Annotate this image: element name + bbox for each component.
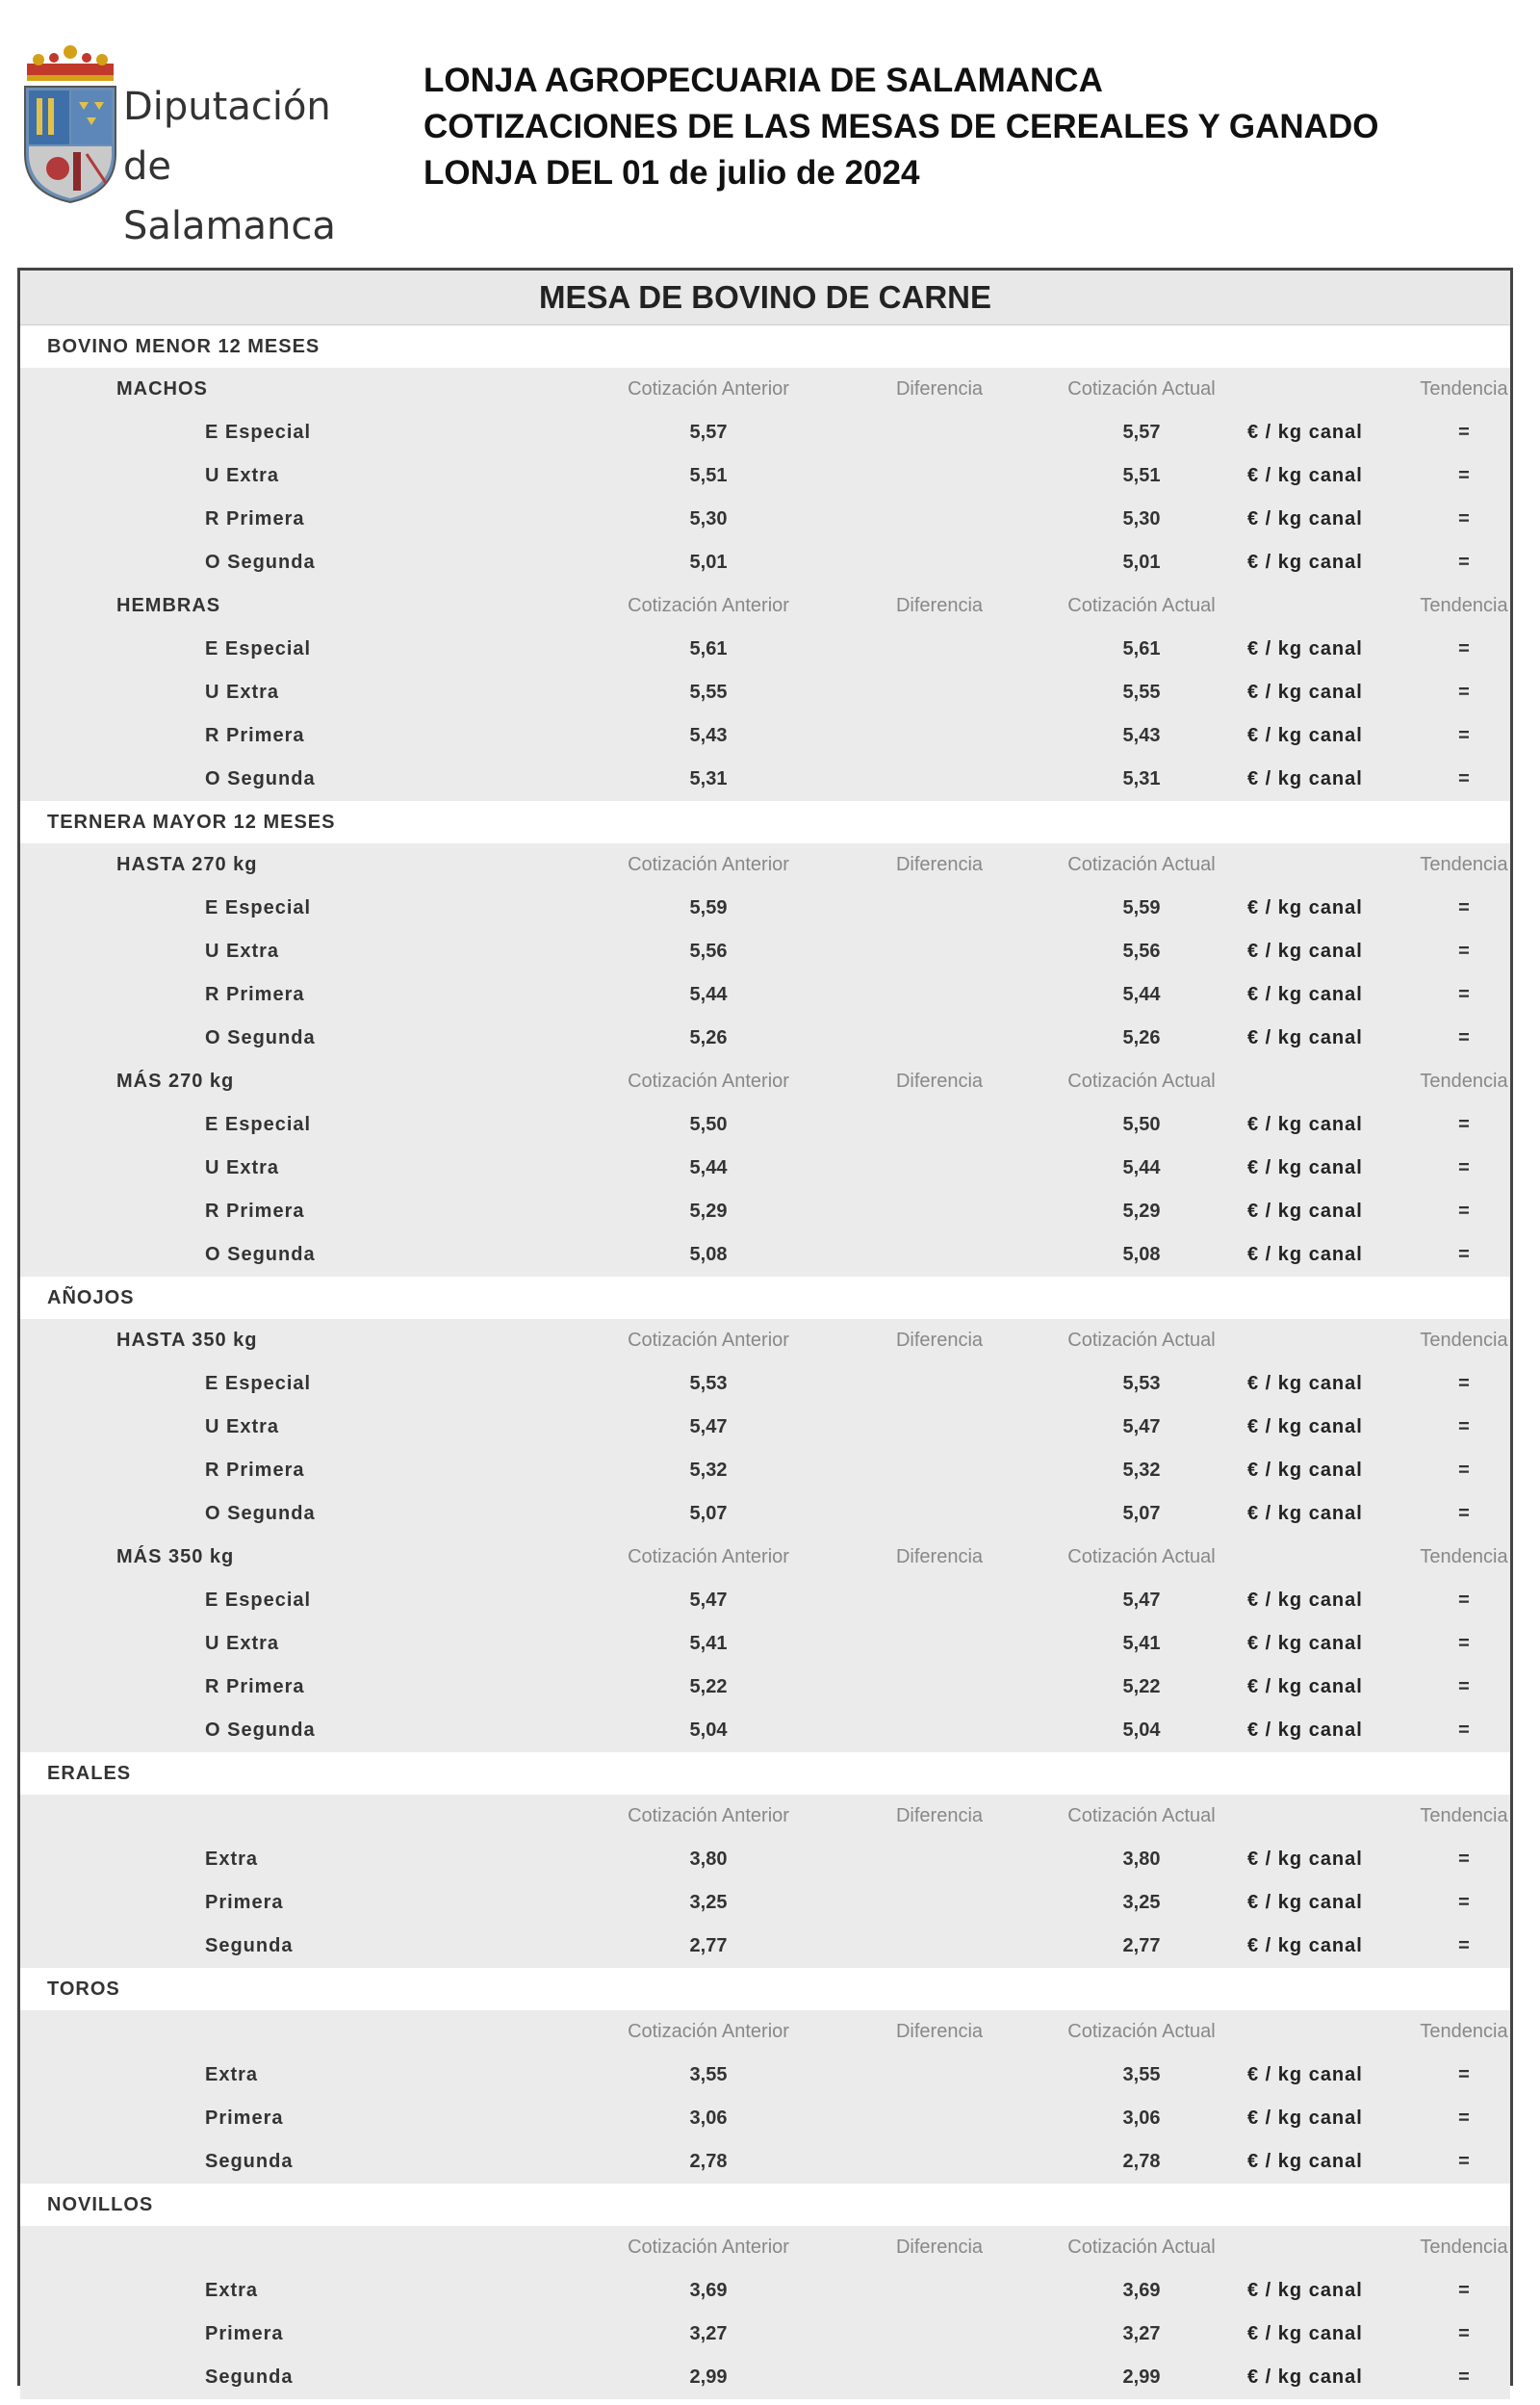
table-row (20, 1579, 1510, 1622)
previous-price: 5,56 (689, 941, 728, 962)
current-price: 5,51 (1122, 465, 1161, 486)
trend-indicator: = (1458, 725, 1470, 746)
current-price: 5,47 (1122, 1590, 1161, 1611)
table-row (20, 1017, 1510, 1060)
previous-price: 5,30 (689, 508, 728, 530)
grade-label: O Segunda (205, 768, 316, 789)
current-price: 3,55 (1122, 2064, 1161, 2085)
table-row (20, 671, 1510, 714)
table-row (20, 1666, 1510, 1709)
header-tendencia: Tendencia (1420, 1330, 1508, 1351)
grade-label: Extra (205, 1849, 259, 1870)
previous-price: 5,44 (689, 984, 728, 1005)
price-unit: € / kg canal (1247, 1849, 1363, 1870)
previous-price: 5,29 (689, 1201, 728, 1222)
header-tendencia: Tendencia (1420, 2237, 1508, 2258)
grade-label: R Primera (205, 1201, 305, 1222)
price-unit: € / kg canal (1247, 941, 1363, 962)
grade-label: R Primera (205, 1460, 305, 1481)
current-price: 5,41 (1122, 1633, 1161, 1654)
previous-price: 5,61 (689, 638, 728, 659)
section-block (20, 843, 1510, 1277)
previous-price: 5,57 (689, 422, 728, 443)
header-cotizacion-actual: Cotización Actual (1067, 854, 1216, 875)
table-title: MESA DE BOVINO DE CARNE (20, 271, 1510, 325)
trend-indicator: = (1458, 1849, 1470, 1870)
price-unit: € / kg canal (1247, 1416, 1363, 1437)
previous-price: 5,53 (689, 1373, 728, 1394)
section-block (20, 2226, 1510, 2399)
price-unit: € / kg canal (1247, 1244, 1363, 1265)
current-price: 5,61 (1122, 638, 1161, 659)
trend-indicator: = (1458, 1416, 1470, 1437)
column-header-row (20, 2226, 1510, 2269)
header-diferencia: Diferencia (895, 1330, 984, 1351)
current-price: 5,50 (1122, 1114, 1161, 1135)
table-row (20, 1233, 1510, 1277)
current-price: 5,22 (1122, 1676, 1161, 1697)
trend-indicator: = (1458, 1201, 1470, 1222)
table-row (20, 2269, 1510, 2313)
trend-indicator: = (1458, 682, 1470, 703)
previous-price: 2,78 (689, 2151, 728, 2172)
header-diferencia: Diferencia (895, 2237, 984, 2258)
current-price: 5,04 (1122, 1720, 1161, 1741)
price-unit: € / kg canal (1247, 552, 1363, 573)
title-line-1: LONJA AGROPECUARIA DE SALAMANCA (424, 62, 1103, 99)
table-row (20, 887, 1510, 930)
grade-label: U Extra (205, 1157, 280, 1178)
grade-label: U Extra (205, 465, 280, 486)
header-cotizacion-anterior: Cotización Anterior (628, 378, 789, 400)
grade-label: R Primera (205, 508, 305, 530)
current-price: 5,43 (1122, 725, 1161, 746)
coat-of-arms-icon (19, 39, 119, 207)
table-row (20, 628, 1510, 671)
grade-label: U Extra (205, 1633, 280, 1654)
grade-label: Segunda (205, 2151, 294, 2172)
previous-price: 5,59 (689, 897, 728, 918)
trend-indicator: = (1458, 2151, 1470, 2172)
header-diferencia: Diferencia (895, 1071, 984, 1092)
price-unit: € / kg canal (1247, 1935, 1363, 1956)
header-cotizacion-anterior: Cotización Anterior (628, 854, 789, 875)
previous-price: 5,31 (689, 768, 728, 789)
previous-price: 3,06 (689, 2108, 728, 2129)
table-row (20, 2356, 1510, 2399)
table-sections (20, 325, 1510, 2399)
trend-indicator: = (1458, 508, 1470, 530)
grade-label: O Segunda (205, 1720, 316, 1741)
price-unit: € / kg canal (1247, 1201, 1363, 1222)
header-cotizacion-anterior: Cotización Anterior (628, 1546, 789, 1567)
previous-price: 5,55 (689, 682, 728, 703)
previous-price: 5,32 (689, 1460, 728, 1481)
current-price: 5,29 (1122, 1201, 1161, 1222)
grade-label: E Especial (205, 1590, 312, 1611)
table-row (20, 498, 1510, 541)
current-price: 5,53 (1122, 1373, 1161, 1394)
price-unit: € / kg canal (1247, 1590, 1363, 1611)
previous-price: 5,22 (689, 1676, 728, 1697)
table-row (20, 1709, 1510, 1752)
grade-label: O Segunda (205, 1244, 316, 1265)
grade-label: O Segunda (205, 1503, 316, 1524)
title-line-2: COTIZACIONES DE LAS MESAS DE CEREALES Y GANADO (424, 108, 1379, 145)
previous-price: 3,27 (689, 2323, 728, 2344)
header-cotizacion-anterior: Cotización Anterior (628, 595, 789, 616)
header-cotizacion-actual: Cotización Actual (1067, 1330, 1216, 1351)
price-unit: € / kg canal (1247, 2151, 1363, 2172)
grade-label: Primera (205, 1892, 284, 1913)
trend-indicator: = (1458, 2064, 1470, 2085)
document-titles (424, 58, 1378, 196)
trend-indicator: = (1458, 1503, 1470, 1524)
price-unit: € / kg canal (1247, 1373, 1363, 1394)
current-price: 2,99 (1122, 2366, 1161, 2388)
trend-indicator: = (1458, 1720, 1470, 1741)
price-unit: € / kg canal (1247, 1676, 1363, 1697)
section-block (20, 368, 1510, 801)
grade-label: O Segunda (205, 1027, 316, 1048)
previous-price: 5,07 (689, 1503, 728, 1524)
trend-indicator: = (1458, 465, 1470, 486)
header-tendencia: Tendencia (1420, 378, 1508, 400)
header-diferencia: Diferencia (895, 378, 984, 400)
grade-label: Primera (205, 2323, 284, 2344)
previous-price: 5,41 (689, 1633, 728, 1654)
current-price: 5,01 (1122, 552, 1161, 573)
trend-indicator: = (1458, 941, 1470, 962)
header-cotizacion-anterior: Cotización Anterior (628, 1805, 789, 1826)
column-header-row (20, 1536, 1510, 1579)
column-header-row (20, 584, 1510, 628)
column-header-row (20, 843, 1510, 887)
trend-indicator: = (1458, 1157, 1470, 1178)
table-row (20, 1449, 1510, 1492)
section-title: TERNERA MAYOR 12 MESES (20, 801, 1510, 843)
column-header-row (20, 2010, 1510, 2054)
previous-price: 2,77 (689, 1935, 728, 1956)
current-price: 5,30 (1122, 508, 1161, 530)
table-row (20, 541, 1510, 584)
header-cotizacion-actual: Cotización Actual (1067, 1805, 1216, 1826)
trend-indicator: = (1458, 2280, 1470, 2301)
table-row (20, 1622, 1510, 1666)
logo-line-1: Diputación (123, 85, 331, 129)
table-row (20, 2140, 1510, 2184)
section-block (20, 2010, 1510, 2184)
price-unit: € / kg canal (1247, 2108, 1363, 2129)
trend-indicator: = (1458, 1935, 1470, 1956)
previous-price: 5,04 (689, 1720, 728, 1741)
group-label: MÁS 350 kg (116, 1546, 235, 1567)
table-row (20, 930, 1510, 973)
previous-price: 5,47 (689, 1416, 728, 1437)
current-price: 3,80 (1122, 1849, 1161, 1870)
column-header-row (20, 1795, 1510, 1838)
trend-indicator: = (1458, 897, 1470, 918)
current-price: 5,07 (1122, 1503, 1161, 1524)
price-unit: € / kg canal (1247, 768, 1363, 789)
grade-label: Extra (205, 2280, 259, 2301)
header-tendencia: Tendencia (1420, 1071, 1508, 1092)
grade-label: Primera (205, 2108, 284, 2129)
grade-label: R Primera (205, 1676, 305, 1697)
trend-indicator: = (1458, 1373, 1470, 1394)
trend-indicator: = (1458, 2323, 1470, 2344)
price-unit: € / kg canal (1247, 984, 1363, 1005)
page-header (0, 0, 1540, 260)
header-tendencia: Tendencia (1420, 1546, 1508, 1567)
header-cotizacion-actual: Cotización Actual (1067, 2237, 1216, 2258)
header-cotizacion-anterior: Cotización Anterior (628, 1071, 789, 1092)
current-price: 5,32 (1122, 1460, 1161, 1481)
price-unit: € / kg canal (1247, 1720, 1363, 1741)
header-cotizacion-anterior: Cotización Anterior (628, 1330, 789, 1351)
grade-label: E Especial (205, 1114, 312, 1135)
current-price: 3,27 (1122, 2323, 1161, 2344)
current-price: 5,08 (1122, 1244, 1161, 1265)
section-title: NOVILLOS (20, 2184, 1510, 2226)
price-unit: € / kg canal (1247, 1157, 1363, 1178)
table-row (20, 1492, 1510, 1536)
trend-indicator: = (1458, 1590, 1470, 1611)
group-label: MACHOS (116, 378, 208, 400)
current-price: 3,06 (1122, 2108, 1161, 2129)
grade-label: U Extra (205, 1416, 280, 1437)
header-diferencia: Diferencia (895, 595, 984, 616)
previous-price: 5,44 (689, 1157, 728, 1178)
header-cotizacion-anterior: Cotización Anterior (628, 2021, 789, 2042)
trend-indicator: = (1458, 984, 1470, 1005)
current-price: 5,59 (1122, 897, 1161, 918)
previous-price: 3,80 (689, 1849, 728, 1870)
trend-indicator: = (1458, 638, 1470, 659)
logo-line-2: de Salamanca (123, 144, 336, 248)
previous-price: 5,47 (689, 1590, 728, 1611)
table-row (20, 1406, 1510, 1449)
price-unit: € / kg canal (1247, 422, 1363, 443)
table-row (20, 1838, 1510, 1881)
group-label: MÁS 270 kg (116, 1071, 235, 1092)
previous-price: 5,50 (689, 1114, 728, 1135)
group-label: HASTA 350 kg (116, 1330, 258, 1351)
header-cotizacion-anterior: Cotización Anterior (628, 2237, 789, 2258)
previous-price: 5,08 (689, 1244, 728, 1265)
header-tendencia: Tendencia (1420, 1805, 1508, 1826)
price-unit: € / kg canal (1247, 1027, 1363, 1048)
trend-indicator: = (1458, 1460, 1470, 1481)
section-title: TOROS (20, 1968, 1510, 2010)
table-row (20, 714, 1510, 758)
current-price: 5,31 (1122, 768, 1161, 789)
trend-indicator: = (1458, 1114, 1470, 1135)
title-line-3: LONJA DEL 01 de julio de 2024 (424, 154, 920, 192)
grade-label: E Especial (205, 897, 312, 918)
current-price: 5,44 (1122, 984, 1161, 1005)
section-block (20, 1795, 1510, 1968)
header-tendencia: Tendencia (1420, 595, 1508, 616)
current-price: 5,44 (1122, 1157, 1161, 1178)
price-unit: € / kg canal (1247, 1460, 1363, 1481)
grade-label: R Primera (205, 984, 305, 1005)
table-row (20, 1925, 1510, 1968)
price-unit: € / kg canal (1247, 508, 1363, 530)
price-unit: € / kg canal (1247, 1633, 1363, 1654)
header-diferencia: Diferencia (895, 2021, 984, 2042)
table-row (20, 1881, 1510, 1925)
price-unit: € / kg canal (1247, 638, 1363, 659)
price-unit: € / kg canal (1247, 897, 1363, 918)
price-unit: € / kg canal (1247, 2064, 1363, 2085)
section-title: AÑOJOS (20, 1277, 1510, 1319)
trend-indicator: = (1458, 2108, 1470, 2129)
trend-indicator: = (1458, 552, 1470, 573)
grade-label: Extra (205, 2064, 259, 2085)
table-row (20, 2054, 1510, 2097)
price-unit: € / kg canal (1247, 2366, 1363, 2388)
grade-label: E Especial (205, 638, 312, 659)
grade-label: E Especial (205, 422, 312, 443)
previous-price: 3,55 (689, 2064, 728, 2085)
current-price: 2,77 (1122, 1935, 1161, 1956)
trend-indicator: = (1458, 1892, 1470, 1913)
header-tendencia: Tendencia (1420, 854, 1508, 875)
grade-label: O Segunda (205, 552, 316, 573)
header-cotizacion-actual: Cotización Actual (1067, 1546, 1216, 1567)
header-tendencia: Tendencia (1420, 2021, 1508, 2042)
table-row (20, 758, 1510, 801)
price-unit: € / kg canal (1247, 1892, 1363, 1913)
table-row (20, 454, 1510, 498)
header-cotizacion-actual: Cotización Actual (1067, 595, 1216, 616)
table-row (20, 411, 1510, 454)
group-label: HASTA 270 kg (116, 854, 258, 875)
previous-price: 3,25 (689, 1892, 728, 1913)
trend-indicator: = (1458, 768, 1470, 789)
current-price: 5,55 (1122, 682, 1161, 703)
column-header-row (20, 1319, 1510, 1362)
previous-price: 5,51 (689, 465, 728, 486)
previous-price: 5,01 (689, 552, 728, 573)
current-price: 5,57 (1122, 422, 1161, 443)
previous-price: 5,26 (689, 1027, 728, 1048)
header-diferencia: Diferencia (895, 1805, 984, 1826)
current-price: 5,26 (1122, 1027, 1161, 1048)
table-row (20, 1362, 1510, 1406)
table-row (20, 1103, 1510, 1147)
grade-label: Segunda (205, 1935, 294, 1956)
grade-label: U Extra (205, 682, 280, 703)
header-cotizacion-actual: Cotización Actual (1067, 2021, 1216, 2042)
column-header-row (20, 368, 1510, 411)
price-unit: € / kg canal (1247, 465, 1363, 486)
trend-indicator: = (1458, 1633, 1470, 1654)
previous-price: 5,43 (689, 725, 728, 746)
price-unit: € / kg canal (1247, 1503, 1363, 1524)
grade-label: Segunda (205, 2366, 294, 2388)
grade-label: U Extra (205, 941, 280, 962)
price-unit: € / kg canal (1247, 1114, 1363, 1135)
price-table (17, 268, 1513, 2386)
previous-price: 2,99 (689, 2366, 728, 2388)
price-unit: € / kg canal (1247, 682, 1363, 703)
diputacion-logo (19, 39, 366, 248)
trend-indicator: = (1458, 1244, 1470, 1265)
trend-indicator: = (1458, 2366, 1470, 2388)
header-diferencia: Diferencia (895, 1546, 984, 1567)
current-price: 3,25 (1122, 1892, 1161, 1913)
table-row (20, 2097, 1510, 2140)
table-row (20, 973, 1510, 1017)
section-block (20, 1319, 1510, 1752)
header-diferencia: Diferencia (895, 854, 984, 875)
grade-label: E Especial (205, 1373, 312, 1394)
current-price: 2,78 (1122, 2151, 1161, 2172)
column-header-row (20, 1060, 1510, 1103)
trend-indicator: = (1458, 1027, 1470, 1048)
price-unit: € / kg canal (1247, 725, 1363, 746)
table-row (20, 2313, 1510, 2356)
grade-label: R Primera (205, 725, 305, 746)
price-unit: € / kg canal (1247, 2280, 1363, 2301)
section-title: ERALES (20, 1752, 1510, 1795)
trend-indicator: = (1458, 1676, 1470, 1697)
header-cotizacion-actual: Cotización Actual (1067, 1071, 1216, 1092)
group-label: HEMBRAS (116, 595, 221, 616)
table-row (20, 1190, 1510, 1233)
current-price: 5,47 (1122, 1416, 1161, 1437)
previous-price: 3,69 (689, 2280, 728, 2301)
price-unit: € / kg canal (1247, 2323, 1363, 2344)
table-row (20, 1147, 1510, 1190)
header-cotizacion-actual: Cotización Actual (1067, 378, 1216, 400)
current-price: 5,56 (1122, 941, 1161, 962)
current-price: 3,69 (1122, 2280, 1161, 2301)
trend-indicator: = (1458, 422, 1470, 443)
section-title: BOVINO MENOR 12 MESES (20, 325, 1510, 368)
